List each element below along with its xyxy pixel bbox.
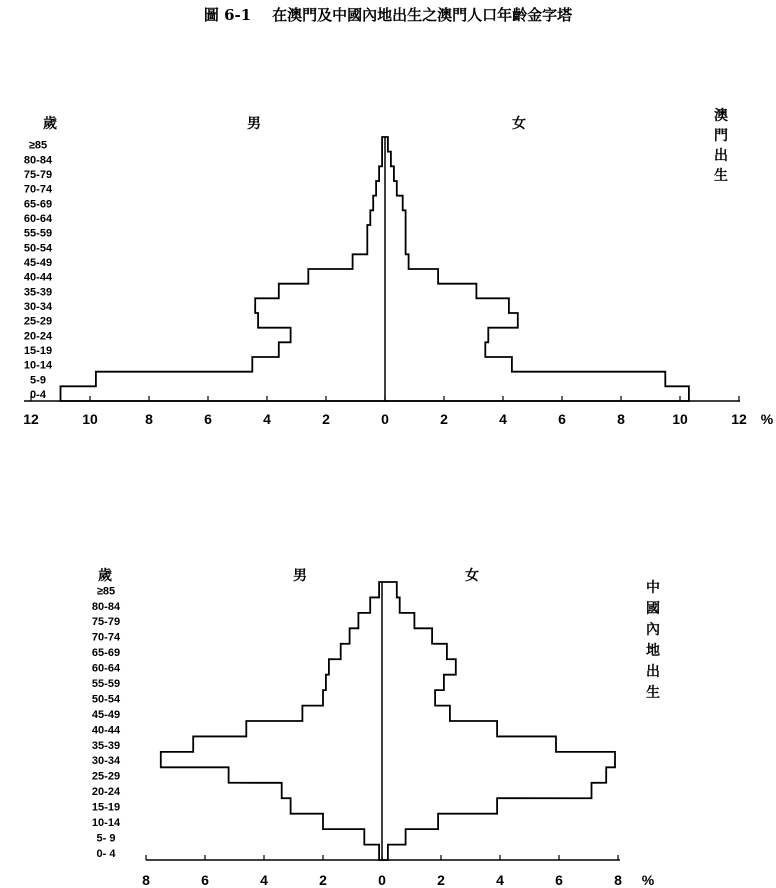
x-tick-label: 10	[82, 411, 98, 427]
age-label: 0-4	[30, 389, 46, 402]
x-unit-label: %	[760, 411, 774, 427]
age-label: 40-44	[91, 724, 121, 737]
age-label: 35-39	[23, 286, 53, 299]
age-label: 50-54	[91, 693, 121, 706]
x-tick-label: 4	[263, 411, 271, 427]
group-label-char: 生	[714, 168, 728, 184]
x-tick-label: 4	[499, 411, 507, 427]
age-label: 80-84	[91, 600, 121, 613]
age-label: 20-24	[23, 330, 53, 343]
age-label: 65-69	[91, 647, 121, 660]
age-label: 35-39	[91, 739, 121, 752]
x-tick-label: 6	[558, 411, 566, 427]
pyramid-mainland-born	[92, 567, 660, 888]
age-label: 40-44	[23, 271, 53, 284]
female-series-outline	[385, 137, 689, 401]
x-tick-label: 10	[672, 411, 688, 427]
age-header: 歲	[98, 568, 112, 584]
x-tick-label: 8	[617, 411, 625, 427]
x-tick-label: 12	[731, 411, 747, 427]
female-series-outline	[382, 582, 615, 860]
age-label: 30-34	[91, 755, 121, 768]
age-label: 45-49	[23, 257, 53, 270]
age-label: 25-29	[91, 770, 121, 783]
x-tick-label: 2	[322, 411, 330, 427]
age-label: 30-34	[23, 301, 53, 314]
x-tick-label: 8	[614, 872, 622, 888]
x-tick-label: 6	[555, 872, 563, 888]
age-label: 75-79	[91, 616, 121, 629]
x-tick-label: 2	[440, 411, 448, 427]
age-label: 15-19	[91, 801, 121, 814]
x-tick-label: 8	[145, 411, 153, 427]
x-tick-label: 6	[201, 872, 209, 888]
age-label: 10-14	[91, 817, 121, 830]
group-label-char: 出	[646, 664, 660, 680]
male-header: 男	[247, 116, 261, 132]
female-header: 女	[512, 116, 526, 132]
age-label: 5- 9	[96, 832, 116, 845]
age-label: 50-54	[23, 242, 53, 255]
group-label-char: 澳	[714, 108, 728, 124]
age-label: 20-24	[91, 786, 121, 799]
age-label: 70-74	[23, 183, 53, 196]
x-tick-label: 8	[142, 872, 150, 888]
age-label: 45-49	[91, 708, 121, 721]
age-label: 65-69	[23, 198, 53, 211]
x-tick-label: 2	[319, 872, 327, 888]
x-tick-label: 2	[437, 872, 445, 888]
x-tick-label: 0	[381, 411, 389, 427]
group-label-char: 生	[646, 685, 660, 701]
age-label: ≥85	[28, 139, 48, 152]
group-label	[714, 107, 728, 184]
x-tick-label: 4	[496, 872, 504, 888]
figure-title: 圖 6-1 在澳門及中國內地出生之澳門人口年齡金字塔	[203, 6, 573, 24]
x-tick-label: 12	[23, 411, 39, 427]
age-label: 60-64	[23, 213, 53, 226]
age-label: 0- 4	[96, 847, 116, 860]
age-header: 歲	[43, 116, 57, 132]
age-label: 10-14	[23, 359, 53, 372]
group-label-char: 出	[714, 148, 728, 164]
male-series-outline	[161, 582, 382, 860]
group-label-char: 國	[646, 601, 660, 617]
group-label	[646, 579, 660, 701]
male-header: 男	[293, 568, 307, 584]
age-label: 55-59	[91, 678, 121, 691]
age-label: 5-9	[30, 374, 46, 387]
age-label: 15-19	[23, 345, 53, 358]
group-label-char: 內	[646, 622, 660, 638]
pyramid-macau-born	[23, 107, 774, 427]
male-series-outline	[61, 137, 386, 401]
group-label-char: 門	[714, 128, 728, 144]
age-label: 55-59	[23, 227, 53, 240]
x-tick-label: 6	[204, 411, 212, 427]
x-tick-label: 0	[378, 872, 386, 888]
age-label: 60-64	[91, 662, 121, 675]
x-unit-label: %	[641, 872, 655, 888]
age-label: 75-79	[23, 169, 53, 182]
group-label-char: 地	[646, 643, 660, 659]
age-label: 70-74	[91, 631, 121, 644]
age-label: ≥85	[96, 585, 116, 598]
group-label-char: 中	[646, 580, 660, 596]
age-label: 25-29	[23, 315, 53, 328]
age-label: 80-84	[23, 154, 53, 167]
x-tick-label: 4	[260, 872, 268, 888]
female-header: 女	[465, 568, 479, 584]
